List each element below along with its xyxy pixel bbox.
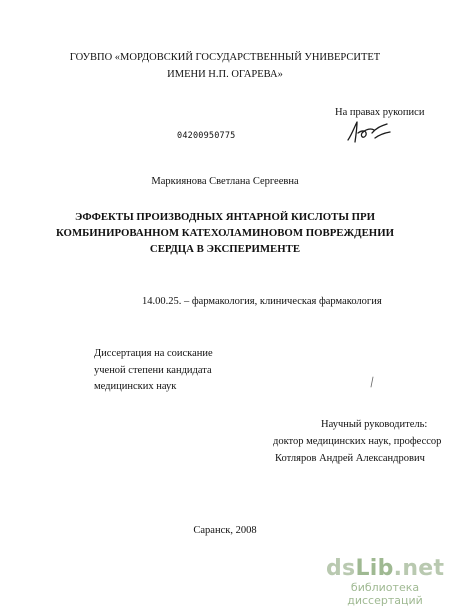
dissertation-line-2: ученой степени кандидата bbox=[94, 365, 212, 376]
supervisor-degree: доктор медицинских наук, профессор bbox=[273, 436, 442, 447]
catalog-number: 04200950775 bbox=[177, 131, 236, 141]
title-line-3: СЕРДЦА В ЭКСПЕРИМЕНТЕ bbox=[149, 243, 301, 255]
dslib-watermark bbox=[326, 557, 444, 607]
title-line-2: КОМБИНИРОВАННОМ КАТЕХОЛАМИНОВОМ ПОВРЕЖДЕНИИ bbox=[55, 227, 394, 239]
institution-line-2: ИМЕНИ Н.П. ОГАРЕВА» bbox=[167, 69, 283, 80]
manuscript-note: На правах рукописи bbox=[335, 107, 425, 118]
handwritten-signature bbox=[345, 116, 393, 146]
specialty-code: 14.00.25. – фармакология, клиническая фармакология bbox=[142, 296, 382, 307]
supervisor-name: Котляров Андрей Александрович bbox=[275, 453, 425, 464]
supervisor-label: Научный руководитель: bbox=[321, 419, 428, 430]
dissertation-line-1: Диссертация на соискание bbox=[94, 348, 213, 359]
place-year: Саранск, 2008 bbox=[193, 525, 257, 536]
author-name: Маркиянова Светлана Сергеевна bbox=[151, 176, 299, 187]
institution-line-1: ГОУВПО «МОРДОВСКИЙ ГОСУДАРСТВЕННЫЙ УНИВЕРСИТЕТ bbox=[69, 52, 381, 63]
watermark-subtitle: библиотека диссертаций bbox=[347, 581, 423, 607]
dslib-logo: dsLib.net bbox=[326, 556, 445, 581]
dissertation-line-3: медицинских наук bbox=[94, 381, 177, 392]
pen-mark bbox=[369, 376, 375, 388]
title-line-1: ЭФФЕКТЫ ПРОИЗВОДНЫХ ЯНТАРНОЙ КИСЛОТЫ ПРИ bbox=[74, 211, 376, 223]
